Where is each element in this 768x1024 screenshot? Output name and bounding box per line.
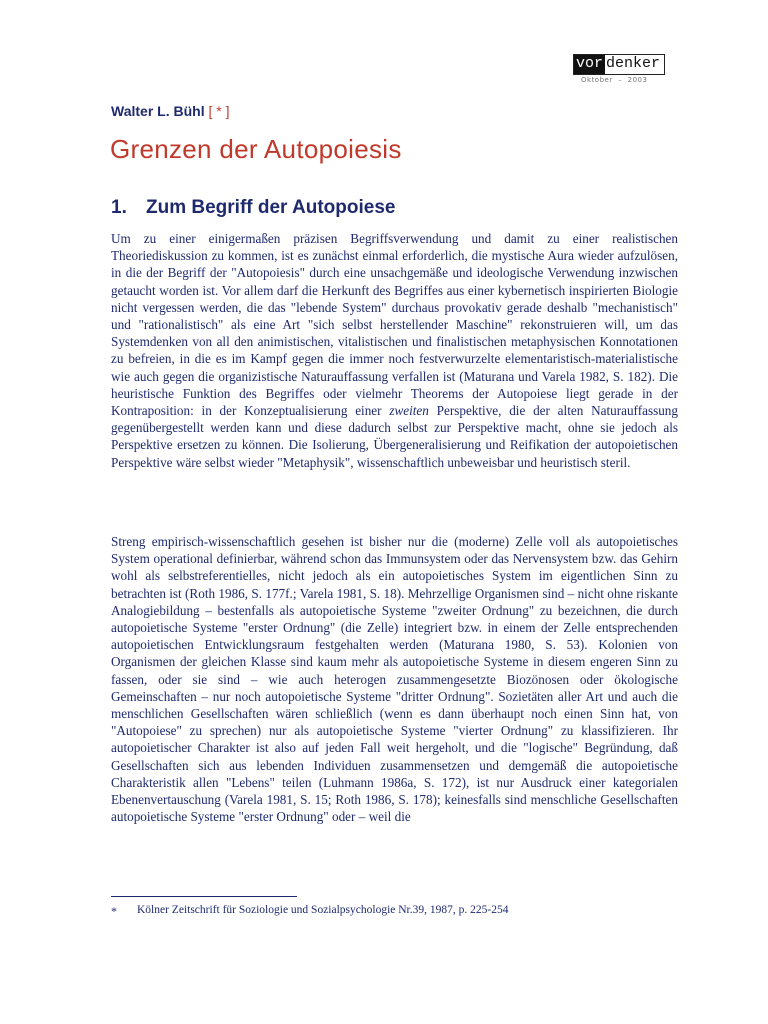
paragraph-1-rest: Perspektive, die der alten Naturauffassung gegenübergestellt werden kann und diese dadurch selbst zur Perspektive macht, ohne sie jedoch als Perspektive ersetzen zu können. Die Isolierung, Übergeneralisierung und Reifikation der autopoietischen Perspektive wäre selbst wieder "Metaphysik", wissenschaftlich unbeweisbar und heuristisch steril. <box>111 403 678 470</box>
section-number: 1. <box>111 197 127 218</box>
logo-date: Oktober – 2003 <box>581 76 648 84</box>
paragraph-1-text: Um zu einer einigermaßen präzisen Begriffsverwendung und damit zu einer realistischen Theoriediskussion zu kommen, ist es zunächst einmal erforderlich, die mystische Aura wieder aufzulösen, in die der Begriff der "Autopoiesis" durch eine unsachgemäße und ideologische Verwendung inzwischen getaucht worden ist. Vor allem darf die Herkunft des Begriffes aus einer kybernetisch inspirierten Biologie nicht vergessen werden, die das "lebende System" durchaus provokativ gerade deshalb "mechanistisch" und "rationalistisch" als eine Art "sich selbst herstellender Maschine" rekonstruieren will, um das Systemdenken von all den animistischen, vitalistischen und finalistischen metaphysischen Konnotationen zu befreien, in die es im Kampf gegen die immer noch festverwurzelte elementaristisch-materialistische wie auch gegen die organizistische Naturauffassung verfallen ist (Maturana und Varela 1982, S. 182). Die heuristische Funktion des Begriffes oder vielmehr Theorems der Autopoiese liegt gerade in der Kontraposition: in der Konzeptualisierung einer <box>111 231 678 419</box>
section-heading <box>111 197 395 219</box>
vordenker-logo <box>573 54 665 86</box>
paragraph-1-emphasis: zweiten <box>389 403 429 419</box>
footnote-text: Kölner Zeitschrift für Soziologie und Sozialpsychologie Nr.39, 1987, p. 225-254 <box>137 904 509 916</box>
author-footnote-ref[interactable]: [ * ] <box>208 103 230 119</box>
footnote-mark: * <box>111 904 117 918</box>
author-line <box>111 103 230 119</box>
section-title: Zum Begriff der Autopoiese <box>146 197 396 218</box>
logo-wordmark <box>573 54 665 75</box>
paragraph-1 <box>111 230 678 471</box>
author-name: Walter L. Bühl <box>111 103 205 119</box>
footnote-divider <box>111 896 297 897</box>
document-title: Grenzen der Autopoiesis <box>110 134 402 164</box>
paragraph-2: Streng empirisch-wissenschaftlich gesehen ist bisher nur die (moderne) Zelle voll als autopoietisches System operational definierbar, während schon das Immunsystem oder das Nervensystem bzw. das Gehirn wohl als selbstreferentielles, nicht jedoch als ein autopoietisches System im eigentlichen Sinn zu betrachten ist (Roth 1986, S. 177f.; Varela 1981, S. 18). Mehrzellige Organismen sind – nicht ohne riskante Analogiebildung – bestenfalls als autopoietische Systeme "zweiter Ordnung" zu bezeichnen, die durch autopoietische Systeme "erster Ordnung" (die Zelle) integriert bzw. in einem der Zelle entsprechenden autopoietischen Entwicklungsraum festgehalten werden (Maturana 1980, S. 53). Kolonien von Organismen der gleichen Klasse sind kaum mehr als autopoietische Systeme in diesem engeren Sinn zu fassen, oder sie sind – wie auch heterogen zusammengesetzte Biozönosen oder ökologische Gemeinschaften – nur noch autopoietische Systeme "dritter Ordnung". Sozietäten aller Art und auch die menschlichen Gesellschaften wären schließlich (wenn es dann überhaupt noch einen Sinn hat, von "Autopoiese" zu sprechen) nur als autopoietische Systeme "vierter Ordnung" zu klassifizieren. Ihr autopoietischer Charakter ist also auf jeden Fall weit hergeholt, und die "logische" Begründung, daß Gesellschaften sich aus lebenden Individuen zusammensetzen und demgemäß die autopoietische Charakteristik allen "Lebens" teilen (Luhmann 1986a, S. 172), ist nur Ausdruck einer kategorialen Ebenenvertauschung (Varela 1981, S. 15; Roth 1986, S. 178); keinesfalls sind menschliche Gesellschaften autopoietische Systeme "erster Ordnung" oder – weil die <box>111 534 678 825</box>
logo-part-denker: denker <box>606 55 661 72</box>
logo-part-vor: vor <box>576 55 604 72</box>
footnote <box>111 904 508 919</box>
